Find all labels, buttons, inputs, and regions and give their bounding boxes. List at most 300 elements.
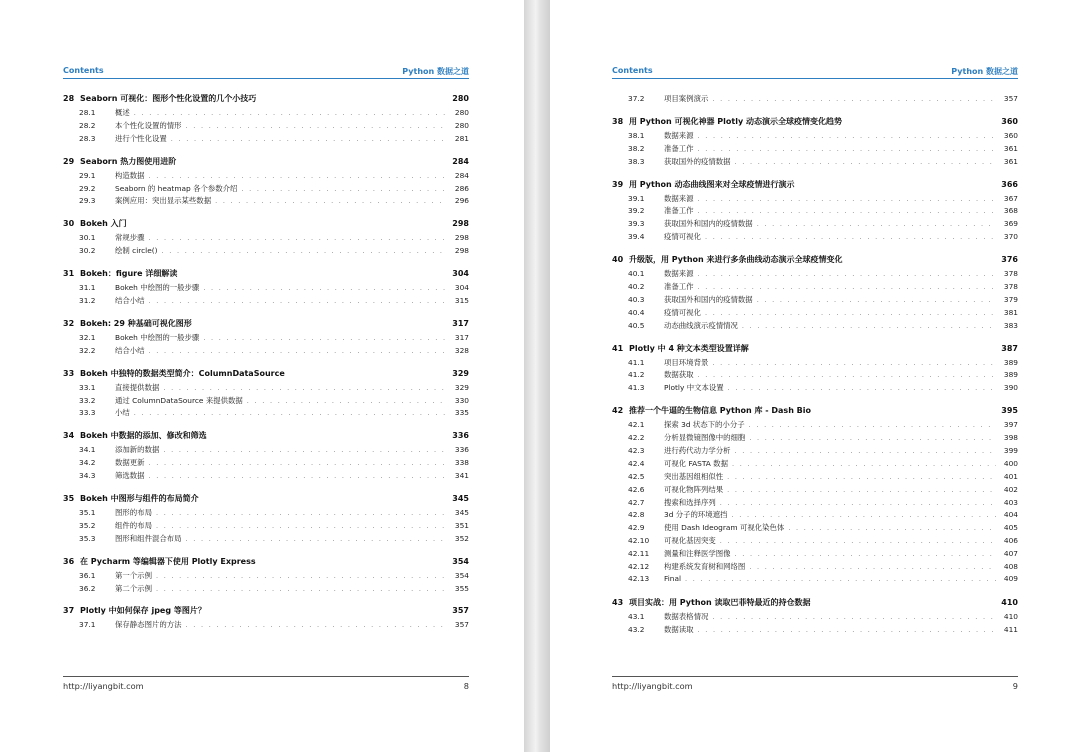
footer-rule xyxy=(63,676,469,677)
toc-chapter xyxy=(612,597,1018,637)
dot-leader xyxy=(203,284,447,292)
toc-chapter-entry[interactable] xyxy=(612,597,1018,611)
section-page-number: 370 xyxy=(1003,232,1018,242)
chapter-title: 用 Python 可视化神器 Plotly 动态演示全球疫情变化趋势 xyxy=(629,116,842,126)
chapter-number: 34 xyxy=(63,431,75,441)
dot-leader xyxy=(247,397,447,405)
section-title: 图形的布局 xyxy=(115,508,152,518)
section-title: Seaborn 的 heatmap 各个参数介绍 xyxy=(115,183,238,193)
chapter-page-number: 357 xyxy=(452,606,469,616)
chapter-title: 升级版，用 Python 来进行多条曲线动态演示全球疫情变化 xyxy=(629,255,843,265)
toc-section-entry[interactable] xyxy=(612,561,1018,574)
section-title: 添加新的数据 xyxy=(115,445,160,455)
section-title: Final xyxy=(664,573,682,583)
section-number: 34.3 xyxy=(79,471,96,481)
section-page-number: 407 xyxy=(1003,549,1018,559)
toc-chapter-entry[interactable] xyxy=(612,343,1018,357)
chapter-title: Seaborn 可视化：图形个性化设置的几个小技巧 xyxy=(80,94,257,103)
chapter-title: Bokeh: 29 种基础可视化图形 xyxy=(80,318,192,328)
toc-section-entry[interactable] xyxy=(612,205,1018,218)
dot-leader xyxy=(134,109,447,117)
section-page-number: 341 xyxy=(454,471,469,481)
toc-section-entry[interactable] xyxy=(612,193,1018,206)
toc-section-entry[interactable] xyxy=(63,382,469,395)
dot-leader xyxy=(749,563,996,571)
section-number: 40.1 xyxy=(628,269,645,279)
chapter-title: Bokeh：figure 详细解读 xyxy=(80,269,178,279)
section-number: 33.3 xyxy=(79,408,96,418)
section-page-number: 406 xyxy=(1003,536,1018,546)
chapter-title: Bokeh 中图形与组件的布局简介 xyxy=(80,494,199,504)
toc-chapter xyxy=(63,318,469,358)
chapter-page-number: 387 xyxy=(1001,343,1018,353)
section-page-number: 400 xyxy=(1003,458,1018,468)
toc-section-entry[interactable] xyxy=(63,470,469,483)
chapter-number: 32 xyxy=(63,318,75,328)
toc-section-entry[interactable] xyxy=(612,471,1018,484)
section-page-number: 328 xyxy=(454,345,469,355)
chapter-page-number: 336 xyxy=(452,431,469,441)
toc-section-entry[interactable] xyxy=(612,369,1018,382)
toc-section-entry[interactable] xyxy=(612,320,1018,333)
chapter-number: 37 xyxy=(63,606,75,616)
section-number: 31.2 xyxy=(79,296,96,306)
chapter-number: 31 xyxy=(63,269,75,279)
section-title: 结合小结 xyxy=(115,296,145,306)
toc-section-entry[interactable] xyxy=(612,281,1018,294)
dot-leader xyxy=(720,537,996,545)
section-number: 42.3 xyxy=(628,446,645,456)
toc-chapter xyxy=(63,93,469,146)
section-number: 35.3 xyxy=(79,533,96,543)
dot-leader xyxy=(698,145,996,153)
section-number: 42.4 xyxy=(628,458,645,468)
section-title: 组件的布局 xyxy=(115,520,152,530)
chapter-number: 42 xyxy=(612,406,624,416)
section-page-number: 286 xyxy=(454,183,469,193)
toc-section-entry[interactable] xyxy=(63,570,469,583)
toc-section-entry[interactable] xyxy=(63,183,469,196)
toc-chapter xyxy=(63,493,469,546)
toc-section-entry[interactable] xyxy=(612,307,1018,320)
toc-section-entry[interactable] xyxy=(63,395,469,408)
toc-section-entry[interactable] xyxy=(612,357,1018,370)
section-number: 29.1 xyxy=(79,170,96,180)
toc-chapter-entry[interactable] xyxy=(63,368,469,382)
toc-chapter-entry[interactable] xyxy=(63,268,469,282)
section-page-number: 381 xyxy=(1003,307,1018,317)
toc-section-entry[interactable] xyxy=(612,611,1018,624)
section-page-number: 338 xyxy=(454,458,469,468)
section-number: 39.4 xyxy=(628,232,645,242)
chapter-page-number: 410 xyxy=(1001,597,1018,607)
toc-section-entry[interactable] xyxy=(63,457,469,470)
dot-leader xyxy=(732,460,996,468)
section-page-number: 330 xyxy=(454,395,469,405)
header-left-label: Contents xyxy=(63,66,104,75)
section-number: 42.9 xyxy=(628,523,645,533)
section-title: 概述 xyxy=(115,108,130,117)
chapter-number: 41 xyxy=(612,343,624,353)
section-number: 42.11 xyxy=(628,549,650,559)
section-page-number: 361 xyxy=(1003,143,1018,153)
toc-section-entry[interactable] xyxy=(63,345,469,358)
section-page-number: 298 xyxy=(454,246,469,256)
footer-rule xyxy=(612,676,1018,677)
section-number: 40.3 xyxy=(628,294,645,304)
dot-leader xyxy=(163,384,447,392)
toc-section-entry[interactable] xyxy=(612,93,1018,106)
dot-leader xyxy=(156,572,447,580)
section-number: 42.5 xyxy=(628,471,645,481)
dot-leader xyxy=(171,135,447,143)
dot-leader xyxy=(241,185,447,193)
section-title: 获取国外和国内的疫情数据 xyxy=(664,294,753,304)
toc-section-entry[interactable] xyxy=(63,444,469,457)
section-page-number: 351 xyxy=(454,520,469,530)
toc-section-entry[interactable] xyxy=(63,619,469,632)
chapter-title: Plotly 中如何保存 jpeg 等图片？ xyxy=(80,606,206,616)
section-title: 第一个示例 xyxy=(115,570,152,580)
footer-url-link[interactable]: http://liyangbit.com xyxy=(612,681,693,691)
section-page-number: 284 xyxy=(454,170,469,180)
toc-section-entry[interactable] xyxy=(612,574,1018,587)
section-page-number: 336 xyxy=(454,445,469,455)
section-title: 获取国外的疫情数据 xyxy=(664,156,731,166)
section-title: Bokeh 中绘图的一般步骤 xyxy=(115,283,200,293)
toc-chapter-entry[interactable] xyxy=(63,156,469,170)
chapter-number: 38 xyxy=(612,116,624,126)
section-title: 数据获取 xyxy=(664,370,694,380)
section-title: Bokeh 中绘图的一般步骤 xyxy=(115,332,200,342)
dot-leader xyxy=(156,522,447,530)
chapter-number: 30 xyxy=(63,219,75,229)
toc-chapter-entry[interactable] xyxy=(63,556,469,570)
header-right-label: Python 数据之道 xyxy=(402,67,469,76)
section-number: 30.2 xyxy=(79,246,96,256)
page-number: 8 xyxy=(463,681,469,691)
section-title: 疫情可视化 xyxy=(664,307,701,317)
section-title: 保存静态图片的方法 xyxy=(115,620,182,630)
toc-chapter xyxy=(63,156,469,209)
section-page-number: 369 xyxy=(1003,219,1018,229)
toc-section-entry[interactable] xyxy=(63,507,469,520)
section-title: 准备工作 xyxy=(664,143,694,153)
section-number: 35.1 xyxy=(79,508,96,518)
chapter-number: 43 xyxy=(612,597,624,607)
section-number: 42.6 xyxy=(628,484,645,494)
section-page-number: 378 xyxy=(1003,269,1018,279)
dot-leader xyxy=(705,309,996,317)
dot-leader xyxy=(163,446,447,454)
chapter-number: 28 xyxy=(63,94,75,103)
dot-leader xyxy=(731,511,996,519)
section-page-number: 345 xyxy=(454,508,469,518)
dot-leader xyxy=(788,524,996,532)
toc-section-entry[interactable] xyxy=(63,245,469,258)
dot-leader xyxy=(156,585,447,593)
toc-section-entry[interactable] xyxy=(612,458,1018,471)
chapter-page-number: 298 xyxy=(452,219,469,229)
chapter-number: 39 xyxy=(612,179,624,189)
section-page-number: 361 xyxy=(1003,156,1018,166)
dot-leader xyxy=(735,550,996,558)
section-number: 33.2 xyxy=(79,395,96,405)
chapter-title: 在 Pycharm 等编辑器下使用 Plotly Express xyxy=(80,556,256,566)
toc-section-entry[interactable] xyxy=(63,232,469,245)
toc-section-entry[interactable] xyxy=(63,195,469,208)
section-number: 32.1 xyxy=(79,332,96,342)
footer-url-link[interactable]: http://liyangbit.com xyxy=(63,681,144,691)
dot-leader xyxy=(162,247,447,255)
chapter-page-number: 376 xyxy=(1001,255,1018,265)
section-number: 31.1 xyxy=(79,283,96,293)
section-title: 构建系统发育树和网络图 xyxy=(664,562,746,572)
chapter-title: Plotly 中 4 种文本类型设置详解 xyxy=(629,343,749,353)
section-title: 筛选数据 xyxy=(115,471,145,481)
section-number: 40.4 xyxy=(628,307,645,317)
section-number: 39.2 xyxy=(628,206,645,216)
chapter-number: 33 xyxy=(63,368,75,378)
toc-section-entry[interactable] xyxy=(63,170,469,183)
toc-chapter-entry[interactable] xyxy=(612,254,1018,268)
section-title: 进行个性化设置 xyxy=(115,133,167,143)
section-title: 探索 3d 状态下的小分子 xyxy=(664,420,745,430)
section-page-number: 405 xyxy=(1003,523,1018,533)
dot-leader xyxy=(149,234,447,242)
toc-chapter-entry[interactable] xyxy=(63,93,469,107)
toc-section-entry[interactable] xyxy=(612,218,1018,231)
chapter-number: 29 xyxy=(63,156,75,166)
section-number: 36.2 xyxy=(79,583,96,593)
dot-leader xyxy=(727,473,996,481)
section-page-number: 357 xyxy=(454,620,469,630)
toc-section-entry[interactable] xyxy=(612,445,1018,458)
section-title: 3d 分子的环境遮挡 xyxy=(664,510,728,520)
toc-chapter xyxy=(612,179,1018,245)
section-page-number: 403 xyxy=(1003,497,1018,507)
dot-leader xyxy=(735,447,996,455)
section-title: 项目环境背景 xyxy=(664,357,709,367)
section-page-number: 357 xyxy=(1003,94,1018,103)
chapter-page-number: 360 xyxy=(1001,116,1018,126)
dot-leader xyxy=(698,195,996,203)
section-number: 37.2 xyxy=(628,94,645,103)
toc-section-entry[interactable] xyxy=(63,120,469,133)
section-number: 38.3 xyxy=(628,156,645,166)
section-page-number: 354 xyxy=(454,570,469,580)
dot-leader xyxy=(705,233,996,241)
section-title: 测量和注释医学图像 xyxy=(664,549,731,559)
chapter-title: Bokeh 中数据的添加、修改和筛选 xyxy=(80,431,207,441)
section-page-number: 280 xyxy=(454,120,469,130)
dot-leader xyxy=(712,613,996,621)
section-title: 第二个示例 xyxy=(115,583,152,593)
toc-section-entry[interactable] xyxy=(63,107,469,120)
toc-section-entry[interactable] xyxy=(612,522,1018,535)
chapter-page-number: 345 xyxy=(452,494,469,504)
section-page-number: 360 xyxy=(1003,130,1018,140)
section-title: 可视化 FASTA 数据 xyxy=(664,458,728,468)
section-title: 数据更新 xyxy=(115,458,145,468)
toc-section-entry[interactable] xyxy=(612,143,1018,156)
section-page-number: 411 xyxy=(1003,624,1018,634)
toc-chapter-entry[interactable] xyxy=(612,179,1018,193)
section-number: 42.8 xyxy=(628,510,645,520)
toc-chapter-entry[interactable] xyxy=(612,116,1018,130)
chapter-page-number: 395 xyxy=(1001,406,1018,416)
toc-section-entry[interactable] xyxy=(612,294,1018,307)
book-gutter xyxy=(524,0,550,752)
section-title: 常规步骤 xyxy=(115,233,145,243)
dot-leader xyxy=(186,122,447,130)
section-page-number: 402 xyxy=(1003,484,1018,494)
toc-section-entry[interactable] xyxy=(63,133,469,146)
section-title: 通过 ColumnDataSource 来提供数据 xyxy=(115,395,243,405)
toc-section-entry[interactable] xyxy=(612,484,1018,497)
toc-section-entry[interactable] xyxy=(63,520,469,533)
dot-leader xyxy=(757,296,996,304)
dot-leader xyxy=(728,384,996,392)
toc-section-entry[interactable] xyxy=(612,130,1018,143)
section-number: 42.1 xyxy=(628,420,645,430)
toc-chapter xyxy=(63,605,469,632)
header-rule xyxy=(612,78,1018,79)
toc-section-entry[interactable] xyxy=(612,497,1018,510)
toc-chapter-entry[interactable] xyxy=(63,493,469,507)
dot-leader xyxy=(685,575,996,583)
section-title: 数据来源 xyxy=(664,130,694,140)
section-page-number: 280 xyxy=(454,108,469,117)
section-number: 34.2 xyxy=(79,458,96,468)
section-title: 构造数据 xyxy=(115,170,145,180)
section-page-number: 404 xyxy=(1003,510,1018,520)
section-number: 41.3 xyxy=(628,383,645,393)
toc-left xyxy=(63,93,469,642)
section-page-number: 298 xyxy=(454,233,469,243)
header-right-label: Python 数据之道 xyxy=(951,67,1018,76)
section-title: 数据读取 xyxy=(664,624,694,634)
section-number: 38.1 xyxy=(628,130,645,140)
dot-leader xyxy=(149,172,447,180)
dot-leader xyxy=(203,334,447,342)
chapter-page-number: 317 xyxy=(452,318,469,328)
dot-leader xyxy=(149,297,447,305)
toc-section-entry[interactable] xyxy=(63,295,469,308)
section-title: 准备工作 xyxy=(664,206,694,216)
toc-chapter xyxy=(612,405,1018,587)
section-page-number: 335 xyxy=(454,408,469,418)
toc-section-entry[interactable] xyxy=(612,419,1018,432)
dot-leader xyxy=(156,509,447,517)
section-page-number: 389 xyxy=(1003,357,1018,367)
section-title: 绘制 circle() xyxy=(115,246,158,256)
section-title: 获取国外和国内的疫情数据 xyxy=(664,219,753,229)
toc-section-entry[interactable] xyxy=(63,533,469,546)
section-number: 40.5 xyxy=(628,320,645,330)
chapter-title: Seaborn 热力图使用进阶 xyxy=(80,156,177,166)
chapter-page-number: 329 xyxy=(452,368,469,378)
toc-section-entry[interactable] xyxy=(612,156,1018,169)
toc-chapter xyxy=(63,556,469,596)
toc-section-entry[interactable] xyxy=(612,432,1018,445)
section-title: 准备工作 xyxy=(664,282,694,292)
section-page-number: 355 xyxy=(454,583,469,593)
chapter-number: 35 xyxy=(63,494,75,504)
section-number: 28.1 xyxy=(79,108,96,117)
section-page-number: 408 xyxy=(1003,562,1018,572)
toc-section-entry[interactable] xyxy=(612,231,1018,244)
section-page-number: 397 xyxy=(1003,420,1018,430)
section-title: 直接提供数据 xyxy=(115,382,160,392)
section-number: 42.10 xyxy=(628,536,650,546)
dot-leader xyxy=(720,499,996,507)
toc-section-entry[interactable] xyxy=(612,624,1018,637)
toc-section-entry[interactable] xyxy=(63,407,469,420)
section-number: 33.1 xyxy=(79,382,96,392)
dot-leader xyxy=(712,95,996,103)
chapter-number: 40 xyxy=(612,255,624,265)
section-page-number: 399 xyxy=(1003,446,1018,456)
dot-leader xyxy=(215,197,447,205)
section-title: Plotly 中文本设置 xyxy=(664,383,724,393)
toc-chapter-entry[interactable] xyxy=(63,218,469,232)
chapter-page-number: 284 xyxy=(452,156,469,166)
toc-chapter-entry[interactable] xyxy=(63,430,469,444)
toc-chapter-entry[interactable] xyxy=(63,605,469,619)
right-page xyxy=(550,0,1080,752)
toc-section-entry[interactable] xyxy=(63,282,469,295)
toc-section-entry[interactable] xyxy=(612,548,1018,561)
dot-leader xyxy=(149,347,447,355)
toc-section-entry[interactable] xyxy=(612,268,1018,281)
toc-chapter xyxy=(63,268,469,308)
section-page-number: 281 xyxy=(454,133,469,143)
section-title: 数据来源 xyxy=(664,193,694,203)
toc-section-entry[interactable] xyxy=(63,583,469,596)
section-number: 28.3 xyxy=(79,133,96,143)
dot-leader xyxy=(698,626,996,634)
section-page-number: 378 xyxy=(1003,282,1018,292)
section-title: 结合小结 xyxy=(115,345,145,355)
section-title: 图形和组件混合布局 xyxy=(115,533,182,543)
section-number: 42.7 xyxy=(628,497,645,507)
toc-chapter-entry[interactable] xyxy=(63,318,469,332)
toc-section-entry[interactable] xyxy=(612,509,1018,522)
section-number: 41.1 xyxy=(628,357,645,367)
section-number: 38.2 xyxy=(628,143,645,153)
toc-section-entry[interactable] xyxy=(612,382,1018,395)
section-number: 35.2 xyxy=(79,520,96,530)
dot-leader xyxy=(749,421,996,429)
section-number: 43.1 xyxy=(628,611,645,621)
toc-chapter-entry[interactable] xyxy=(612,405,1018,419)
toc-right xyxy=(612,93,1018,647)
section-title: 小结 xyxy=(115,408,130,418)
section-title: 进行药代动力学分析 xyxy=(664,446,731,456)
toc-section-entry[interactable] xyxy=(63,332,469,345)
section-title: 数据来源 xyxy=(664,269,694,279)
section-number: 32.2 xyxy=(79,345,96,355)
section-title: 可视化物阵列结果 xyxy=(664,484,724,494)
section-number: 41.2 xyxy=(628,370,645,380)
dot-leader xyxy=(712,359,996,367)
section-title: 项目案例演示 xyxy=(664,94,709,103)
chapter-page-number: 366 xyxy=(1001,179,1018,189)
toc-chapter xyxy=(612,254,1018,332)
toc-section-entry[interactable] xyxy=(612,535,1018,548)
dot-leader xyxy=(698,132,996,140)
